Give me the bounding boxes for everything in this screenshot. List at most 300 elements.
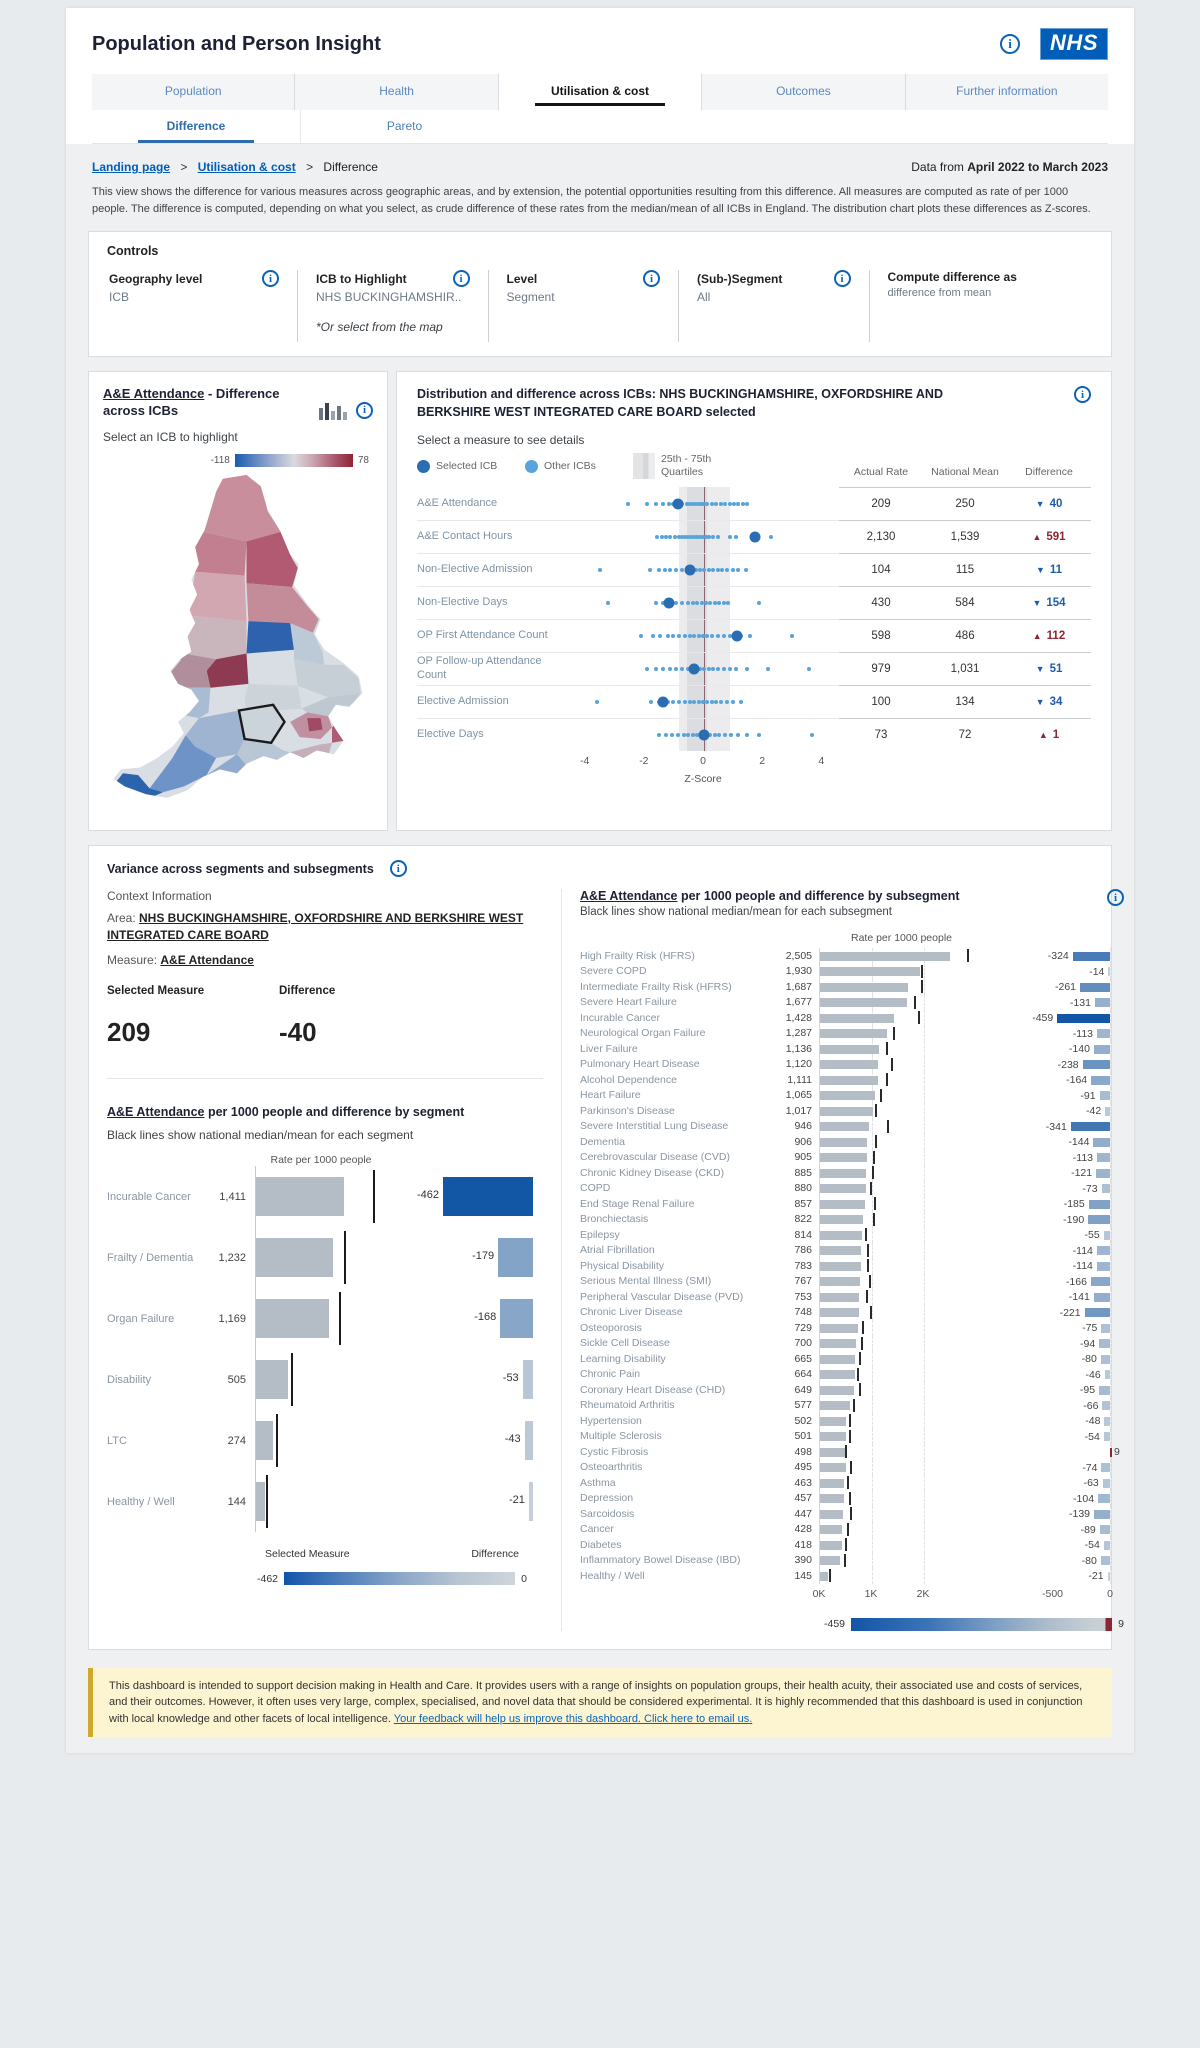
difference-value: [1007, 619, 1091, 652]
distribution-measure-row[interactable]: [417, 718, 1091, 751]
distribution-measure-row[interactable]: [417, 520, 1091, 553]
subsegment-diff-area: [974, 1150, 1124, 1166]
subsegment-rate-bar[interactable]: [820, 1184, 866, 1193]
subsegment-rate-bar-area: [819, 1057, 974, 1073]
subsegment-diff-value: -221: [1059, 1306, 1081, 1319]
national-mean-tick: [857, 1368, 859, 1381]
other-icb-dot: [717, 733, 721, 737]
subsegment-diff-area: [974, 1382, 1124, 1398]
segment-label: Healthy / Well: [107, 1495, 175, 1508]
segment-rate-value: 1,169: [218, 1312, 246, 1325]
difference-value: [1007, 652, 1091, 685]
distribution-measure-row[interactable]: [417, 553, 1091, 586]
difference-number: 112: [1046, 630, 1066, 642]
subsegment-rate-bar[interactable]: [820, 1277, 860, 1286]
variance-info-icon[interactable]: i: [390, 860, 407, 877]
segment-diff-bar[interactable]: [500, 1299, 533, 1338]
subsegment-rate-bar[interactable]: [820, 1324, 858, 1333]
gridline: [872, 1336, 873, 1352]
other-icb-dot: [648, 568, 652, 572]
subsegment-rate-value: 822: [794, 1213, 812, 1226]
subsegment-rate-bar[interactable]: [820, 1076, 878, 1085]
subsegment-rate-bar-area: [819, 1289, 974, 1305]
other-icb-dot: [668, 568, 672, 572]
subsegment-rate-bar-area: [819, 1367, 974, 1383]
segment-diff-bar[interactable]: [523, 1360, 533, 1399]
mini-bar-chart-icon[interactable]: [318, 400, 348, 420]
subsegment-diff-value: -121: [1071, 1167, 1093, 1179]
subsegment-diff-area: [974, 1057, 1124, 1073]
subsegment-diff-bar[interactable]: [1096, 1169, 1110, 1178]
tab-health[interactable]: Health: [294, 74, 497, 110]
subsegment-label: Chronic Pain: [580, 1368, 641, 1381]
subsegment-diff-area: [974, 964, 1124, 980]
other-icb-dot: [711, 568, 715, 572]
subsegment-diff-bar[interactable]: [1093, 1138, 1110, 1147]
up-arrow-icon: ▲: [1038, 730, 1048, 740]
subsegment-rate-bar[interactable]: [820, 1556, 840, 1565]
national-mean-tick: [339, 1292, 341, 1345]
map-region[interactable]: [171, 688, 211, 718]
distribution-legend-row: [417, 453, 1091, 487]
gridline: [924, 1010, 925, 1026]
subsegment-diff-bar[interactable]: [1101, 1463, 1110, 1472]
measure-label: A&E Attendance: [417, 496, 498, 509]
z-score-dot-plot: [567, 685, 839, 718]
subtab-pareto[interactable]: Pareto: [300, 110, 508, 143]
subsegment-diff-value: -104: [1073, 1492, 1095, 1505]
map-region[interactable]: [203, 475, 281, 542]
control-value[interactable]: All: [697, 290, 711, 304]
feedback-email-link[interactable]: Your feedback will help us improve this dashboard. Click here to email us.: [393, 1712, 753, 1725]
subsegment-diff-bar[interactable]: [1099, 1339, 1110, 1348]
gridline: [872, 1258, 873, 1274]
subsegment-diff-bar[interactable]: [1104, 1417, 1110, 1426]
subsegment-row: [580, 1444, 1124, 1460]
gridline: [924, 1072, 925, 1088]
subsegment-diff-bar[interactable]: [1101, 1355, 1110, 1364]
segment-rate-bar-area: [255, 1410, 383, 1471]
segment-rate-value: 274: [227, 1434, 246, 1447]
gridline: [924, 1181, 925, 1197]
difference-number: 11: [1049, 564, 1063, 576]
page-title: Population and Person Insight: [92, 32, 381, 55]
subsegment-rate-bar[interactable]: [820, 1494, 844, 1503]
zero-gridline: [1110, 1041, 1111, 1057]
actual-rate-value: 979: [839, 652, 923, 685]
other-icb-dot: [728, 502, 732, 506]
gridline: [924, 1119, 925, 1135]
subsegment-rate-bar[interactable]: [820, 1014, 894, 1023]
subsegment-rate-value: 729: [794, 1321, 812, 1334]
subsegment-diff-bar[interactable]: [1110, 1448, 1112, 1457]
other-icb-dot: [702, 568, 706, 572]
subsegment-rate-bar[interactable]: [820, 1432, 846, 1441]
other-icb-dot: [663, 568, 667, 572]
map-info-icon[interactable]: i: [356, 402, 373, 419]
z-score-dot-plot: [567, 487, 839, 520]
segment-diff-value: -21: [509, 1494, 525, 1507]
subsegment-diff-area: [974, 1119, 1124, 1135]
subsegment-rate-bar[interactable]: [820, 1231, 862, 1240]
segment-diff-area: [383, 1349, 543, 1410]
subsegment-rate-bar[interactable]: [820, 1448, 846, 1457]
subsegment-rate-bar[interactable]: [820, 952, 950, 961]
subsegment-diff-bar[interactable]: [1097, 1029, 1110, 1038]
page-header: [66, 8, 1134, 74]
subsegment-rate-value: 753: [794, 1290, 812, 1303]
subsegment-diff-bar[interactable]: [1094, 1510, 1110, 1519]
zero-gridline: [1110, 1165, 1111, 1181]
segment-rate-bar[interactable]: [256, 1360, 288, 1399]
england-choropleth-map[interactable]: [103, 473, 371, 815]
subsegment-rate-bar[interactable]: [820, 1029, 887, 1038]
subsegment-diff-value: -341: [1045, 1120, 1067, 1133]
control-value[interactable]: Segment: [506, 290, 555, 304]
subsegment-row: [580, 1537, 1124, 1553]
subsegment-diff-bar[interactable]: [1101, 1556, 1110, 1565]
distribution-measure-row[interactable]: [417, 685, 1091, 718]
subsegment-rate-bar[interactable]: [820, 1107, 873, 1116]
national-mean-tick: [849, 1430, 851, 1443]
subsegment-diff-bar[interactable]: [1088, 1215, 1110, 1224]
map-region[interactable]: [190, 572, 247, 621]
subsegment-label: Severe Heart Failure: [580, 996, 677, 1009]
subsegment-diff-value: -55: [1084, 1229, 1100, 1241]
tab-population[interactable]: Population: [164, 84, 222, 98]
subsegment-rate-bar[interactable]: [820, 967, 920, 976]
map-region[interactable]: [247, 621, 295, 653]
other-icb-dot: [722, 667, 726, 671]
segment-diff-area: [383, 1410, 543, 1471]
subsegment-row: [580, 1289, 1124, 1305]
subsegment-rate-bar[interactable]: [820, 1417, 846, 1426]
zero-gridline: [1110, 1367, 1111, 1383]
subsegment-rate-value: 649: [794, 1383, 812, 1396]
subsegment-diff-value: -74: [1082, 1461, 1098, 1474]
subsegment-row: [580, 1367, 1124, 1383]
subsegment-rate-bar[interactable]: [820, 1355, 855, 1364]
other-icb-dot: [716, 634, 720, 638]
segment-rate-bar[interactable]: [256, 1177, 344, 1216]
zero-gridline: [1110, 1258, 1111, 1274]
segment-rate-bar[interactable]: [256, 1299, 329, 1338]
subsegment-diff-bar[interactable]: [1080, 983, 1110, 992]
subsegment-diff-bar[interactable]: [1083, 1060, 1110, 1069]
subsegment-diff-value: -114: [1072, 1244, 1093, 1257]
subsegment-diff-bar[interactable]: [1073, 952, 1110, 961]
subsegment-diff-bar[interactable]: [1089, 1200, 1110, 1209]
other-icb-dot: [701, 700, 705, 704]
gridline: [872, 1491, 873, 1507]
segment-diff-bar[interactable]: [443, 1177, 533, 1216]
other-icb-dot: [716, 535, 720, 539]
map-region[interactable]: [332, 709, 359, 743]
subsegment-rate-value: 463: [794, 1476, 812, 1489]
segment-diff-area: [383, 1471, 543, 1532]
subsegment-rate-bar-area: [819, 1491, 974, 1507]
context-measure-link[interactable]: A&E Attendance: [160, 952, 254, 967]
subsegment-rate-value: 1,136: [785, 1042, 812, 1055]
gridline: [924, 1320, 925, 1336]
subsegment-diff-bar[interactable]: [1104, 1432, 1110, 1441]
subsegment-row: [580, 1057, 1124, 1073]
subsegment-rate-bar[interactable]: [820, 1262, 861, 1271]
segment-rate-bar[interactable]: [256, 1421, 273, 1460]
subsegment-diff-bar[interactable]: [1099, 1386, 1110, 1395]
subsegment-diff-bar[interactable]: [1102, 1184, 1110, 1193]
subsegment-rate-bar[interactable]: [820, 1246, 861, 1255]
subsegment-rate-bar[interactable]: [820, 1386, 854, 1395]
distribution-title: Distribution and difference across ICBs: NHS BUCKINGHAMSHIRE, OXFORDSHIRE AND BERKSHIRE WEST INTEGRATED CARE BOARD selected: [417, 387, 943, 419]
subsegment-rate-bar[interactable]: [820, 1308, 859, 1317]
control-label: [316, 270, 470, 287]
other-icb-dot: [695, 601, 699, 605]
subsegment-rate-bar-area: [819, 1444, 974, 1460]
down-arrow-icon: ▼: [1032, 598, 1042, 608]
subsegment-diff-bar[interactable]: [1104, 1231, 1110, 1240]
distribution-measure-row[interactable]: [417, 586, 1091, 619]
distribution-measure-row[interactable]: [417, 652, 1091, 685]
zero-gridline: [1110, 1506, 1111, 1522]
subsegment-rate-bar[interactable]: [820, 1541, 842, 1550]
other-icb-dot: [741, 502, 745, 506]
subsegment-diff-bar[interactable]: [1108, 1572, 1110, 1581]
tab-further-information[interactable]: Further information: [905, 74, 1108, 110]
gridline: [924, 1522, 925, 1538]
context-area: Area: NHS BUCKINGHAMSHIRE, OXFORDSHIRE AND BERKSHIRE WEST INTEGRATED CARE BOARD: [107, 911, 524, 943]
subsegment-rate-bar[interactable]: [820, 1215, 863, 1224]
gridline: [924, 1351, 925, 1367]
national-mean-tick: [873, 1213, 875, 1226]
control-info-icon[interactable]: i: [453, 270, 470, 287]
subsegment-diff-area: [974, 948, 1124, 964]
actual-rate-value: 598: [839, 619, 923, 652]
gridline: [872, 1134, 873, 1150]
subsegment-rate-bar[interactable]: [820, 1479, 844, 1488]
subsegment-diff-bar[interactable]: [1101, 1324, 1110, 1333]
diff-axis-tick: 0: [1107, 1587, 1113, 1600]
selected-icb-dot: [672, 498, 683, 509]
breadcrumb-landing-page-link[interactable]: Landing page: [92, 160, 170, 174]
other-icb-dot: [711, 667, 715, 671]
segment-rate-bar[interactable]: [256, 1482, 265, 1521]
national-mean-tick: [862, 1321, 864, 1334]
segment-row: [107, 1166, 543, 1227]
other-icb-dot: [702, 667, 706, 671]
subsegment-rate-bar[interactable]: [820, 1138, 867, 1147]
other-icb-dot: [645, 667, 649, 671]
subsegment-rate-bar[interactable]: [820, 1045, 879, 1054]
subsegment-rate-bar[interactable]: [820, 1153, 867, 1162]
subsegment-label: Cystic Fibrosis: [580, 1445, 649, 1458]
subsegment-rate-bar[interactable]: [820, 1060, 878, 1069]
subsegment-rate-bar[interactable]: [820, 1572, 828, 1581]
control-value[interactable]: NHS BUCKINGHAMSHIR..: [316, 290, 462, 304]
other-icb-dot: [705, 634, 709, 638]
tab-utilisation-cost[interactable]: Utilisation & cost: [498, 74, 701, 110]
z-score-dot-plot: [567, 586, 839, 619]
selected-icb-dot: [684, 565, 695, 576]
national-mean-tick: [891, 1058, 893, 1071]
subsegment-diff-bar[interactable]: [1097, 1262, 1110, 1271]
subsegment-diff-area: [974, 1429, 1124, 1445]
segment-diff-bar[interactable]: [529, 1482, 533, 1521]
subsegment-diff-value: -63: [1083, 1477, 1099, 1489]
selected-measure-value: 209: [107, 1017, 151, 1048]
national-mean-tick: [886, 1073, 888, 1086]
tab-outcomes[interactable]: Outcomes: [701, 74, 904, 110]
subsegment-gradient-max: 9: [1118, 1618, 1124, 1630]
subsegment-rate-bar[interactable]: [820, 1169, 866, 1178]
z-score-dot-plot: [567, 553, 839, 586]
national-mean-tick: [829, 1569, 831, 1582]
control-label: [888, 270, 1076, 284]
subsegment-diff-area: [974, 1398, 1124, 1414]
subsegment-rate-bar[interactable]: [820, 1401, 850, 1410]
breadcrumb-utilisation-link[interactable]: Utilisation & cost: [197, 160, 296, 174]
subsegment-diff-bar[interactable]: [1097, 1246, 1110, 1255]
subsegment-rate-bar[interactable]: [820, 998, 907, 1007]
selected-icb-dot: [732, 631, 743, 642]
subsegment-info-icon[interactable]: i: [1107, 889, 1124, 906]
segment-rate-bar[interactable]: [256, 1238, 333, 1277]
gridline: [924, 1305, 925, 1321]
subsegment-diff-bar[interactable]: [1100, 1525, 1110, 1534]
difference-value: [1007, 553, 1091, 586]
control-info-icon[interactable]: i: [834, 270, 851, 287]
subsegment-diff-bar[interactable]: [1104, 1541, 1110, 1550]
zero-gridline: [1110, 1119, 1111, 1135]
control-info-icon[interactable]: i: [643, 270, 660, 287]
subsegment-diff-bar[interactable]: [1103, 1479, 1110, 1488]
national-mean-tick: [921, 980, 923, 993]
zero-gridline: [1110, 979, 1111, 995]
gridline: [872, 1274, 873, 1290]
subsegment-diff-bar[interactable]: [1097, 1153, 1110, 1162]
subsegment-rate-bar[interactable]: [820, 1370, 855, 1379]
other-icb-dot: [664, 733, 668, 737]
subsegment-row: [580, 1072, 1124, 1088]
subsegment-diff-bar[interactable]: [1108, 967, 1110, 976]
other-icb-dot: [674, 601, 678, 605]
subsegment-row: [580, 995, 1124, 1011]
control-value[interactable]: ICB: [109, 290, 130, 304]
national-mean-value: 134: [923, 685, 1007, 718]
gridline: [924, 1429, 925, 1445]
national-mean-value: 584: [923, 586, 1007, 619]
subsegment-diff-bar[interactable]: [1105, 1370, 1110, 1379]
subsegment-rate-bar[interactable]: [820, 1293, 859, 1302]
other-icb-dot: [677, 634, 681, 638]
subsegment-diff-bar[interactable]: [1091, 1076, 1110, 1085]
other-icb-dot: [711, 535, 715, 539]
subtab-difference[interactable]: Difference: [92, 110, 300, 143]
subsegment-rate-bar-area: [819, 1072, 974, 1088]
subsegment-rate-bar-area: [819, 1351, 974, 1367]
subsegment-rate-bar-area: [819, 1568, 974, 1584]
subsegment-diff-bar[interactable]: [1098, 1494, 1110, 1503]
distribution-measure-row[interactable]: [417, 487, 1091, 520]
variance-heading: Variance across segments and subsegments: [107, 861, 374, 876]
subsegment-rate-bar[interactable]: [820, 1091, 875, 1100]
control-label: [109, 270, 279, 287]
subsegment-row: [580, 1320, 1124, 1336]
segment-rate-value: 505: [227, 1373, 246, 1386]
segment-chart: [107, 1078, 543, 1585]
distribution-measure-row[interactable]: [417, 619, 1091, 652]
subsegment-diff-bar[interactable]: [1105, 1107, 1110, 1116]
subsegment-rate-bar-area: [819, 1258, 974, 1274]
other-icb-dot: [657, 568, 661, 572]
map-region[interactable]: [184, 616, 247, 660]
map-region[interactable]: [247, 532, 298, 587]
subsegment-rate-bar[interactable]: [820, 1525, 842, 1534]
map-region[interactable]: [307, 718, 322, 731]
segment-diff-bar[interactable]: [525, 1421, 533, 1460]
other-icb-dot: [716, 568, 720, 572]
zero-gridline: [1110, 1150, 1111, 1166]
control-icb-to-highlight: [297, 270, 488, 342]
segment-rate-value: 144: [227, 1495, 246, 1508]
subsegment-diff-bar[interactable]: [1094, 1045, 1110, 1054]
other-icb-dot: [748, 634, 752, 638]
zero-gridline: [1110, 1398, 1111, 1414]
subsegment-diff-axis: [974, 1586, 1124, 1604]
controls-panel: [88, 231, 1112, 357]
gridline: [924, 1382, 925, 1398]
header-info-icon[interactable]: i: [1000, 34, 1020, 54]
distribution-info-icon[interactable]: i: [1074, 386, 1091, 403]
distribution-panel: [396, 371, 1112, 831]
subsegment-rate-bar[interactable]: [820, 1463, 846, 1472]
subsegment-rate-bar[interactable]: [820, 1200, 865, 1209]
subsegment-rate-bar-area: [819, 1134, 974, 1150]
segment-row: [107, 1349, 543, 1410]
subsegment-rate-bar-area: [819, 1196, 974, 1212]
z-score-dot-plot: [567, 520, 839, 553]
other-icb-dot: [686, 601, 690, 605]
subsegment-row: [580, 1413, 1124, 1429]
subsegment-rate-bar-area: [819, 1041, 974, 1057]
segment-diff-bar[interactable]: [498, 1238, 533, 1277]
subsegment-row: [580, 1460, 1124, 1476]
subsegment-diff-bar[interactable]: [1091, 1277, 1110, 1286]
segment-diff-value: -168: [474, 1311, 497, 1324]
subsegment-rate-bar[interactable]: [820, 1122, 869, 1131]
subsegment-rate-bar[interactable]: [820, 983, 908, 992]
difference-value: [1007, 586, 1091, 619]
subsegment-label: Diabetes: [580, 1538, 622, 1551]
breadcrumb-current: Difference: [323, 160, 378, 174]
segment-chart-title: A&E Attendance per 1000 people and difference by segment: [107, 1105, 465, 1120]
subsegment-diff-bar[interactable]: [1102, 1401, 1110, 1410]
subsegment-diff-bar[interactable]: [1085, 1308, 1110, 1317]
subsegment-diff-bar[interactable]: [1057, 1014, 1110, 1023]
subsegment-row: [580, 1165, 1124, 1181]
subsegment-diff-bar[interactable]: [1094, 1293, 1110, 1302]
subsegment-diff-bar[interactable]: [1095, 998, 1110, 1007]
subsegment-diff-bar[interactable]: [1100, 1091, 1110, 1100]
national-mean-tick: [875, 1104, 877, 1117]
subsegment-rate-bar[interactable]: [820, 1510, 843, 1519]
subsegment-rate-bar[interactable]: [820, 1339, 856, 1348]
national-mean-tick: [859, 1383, 861, 1396]
context-area-link[interactable]: NHS BUCKINGHAMSHIRE, OXFORDSHIRE AND BERKSHIRE WEST INTEGRATED CARE BOARD: [107, 911, 524, 943]
subsegment-diff-bar[interactable]: [1071, 1122, 1110, 1131]
subsegment-diff-area: [974, 979, 1124, 995]
control-info-icon[interactable]: i: [262, 270, 279, 287]
